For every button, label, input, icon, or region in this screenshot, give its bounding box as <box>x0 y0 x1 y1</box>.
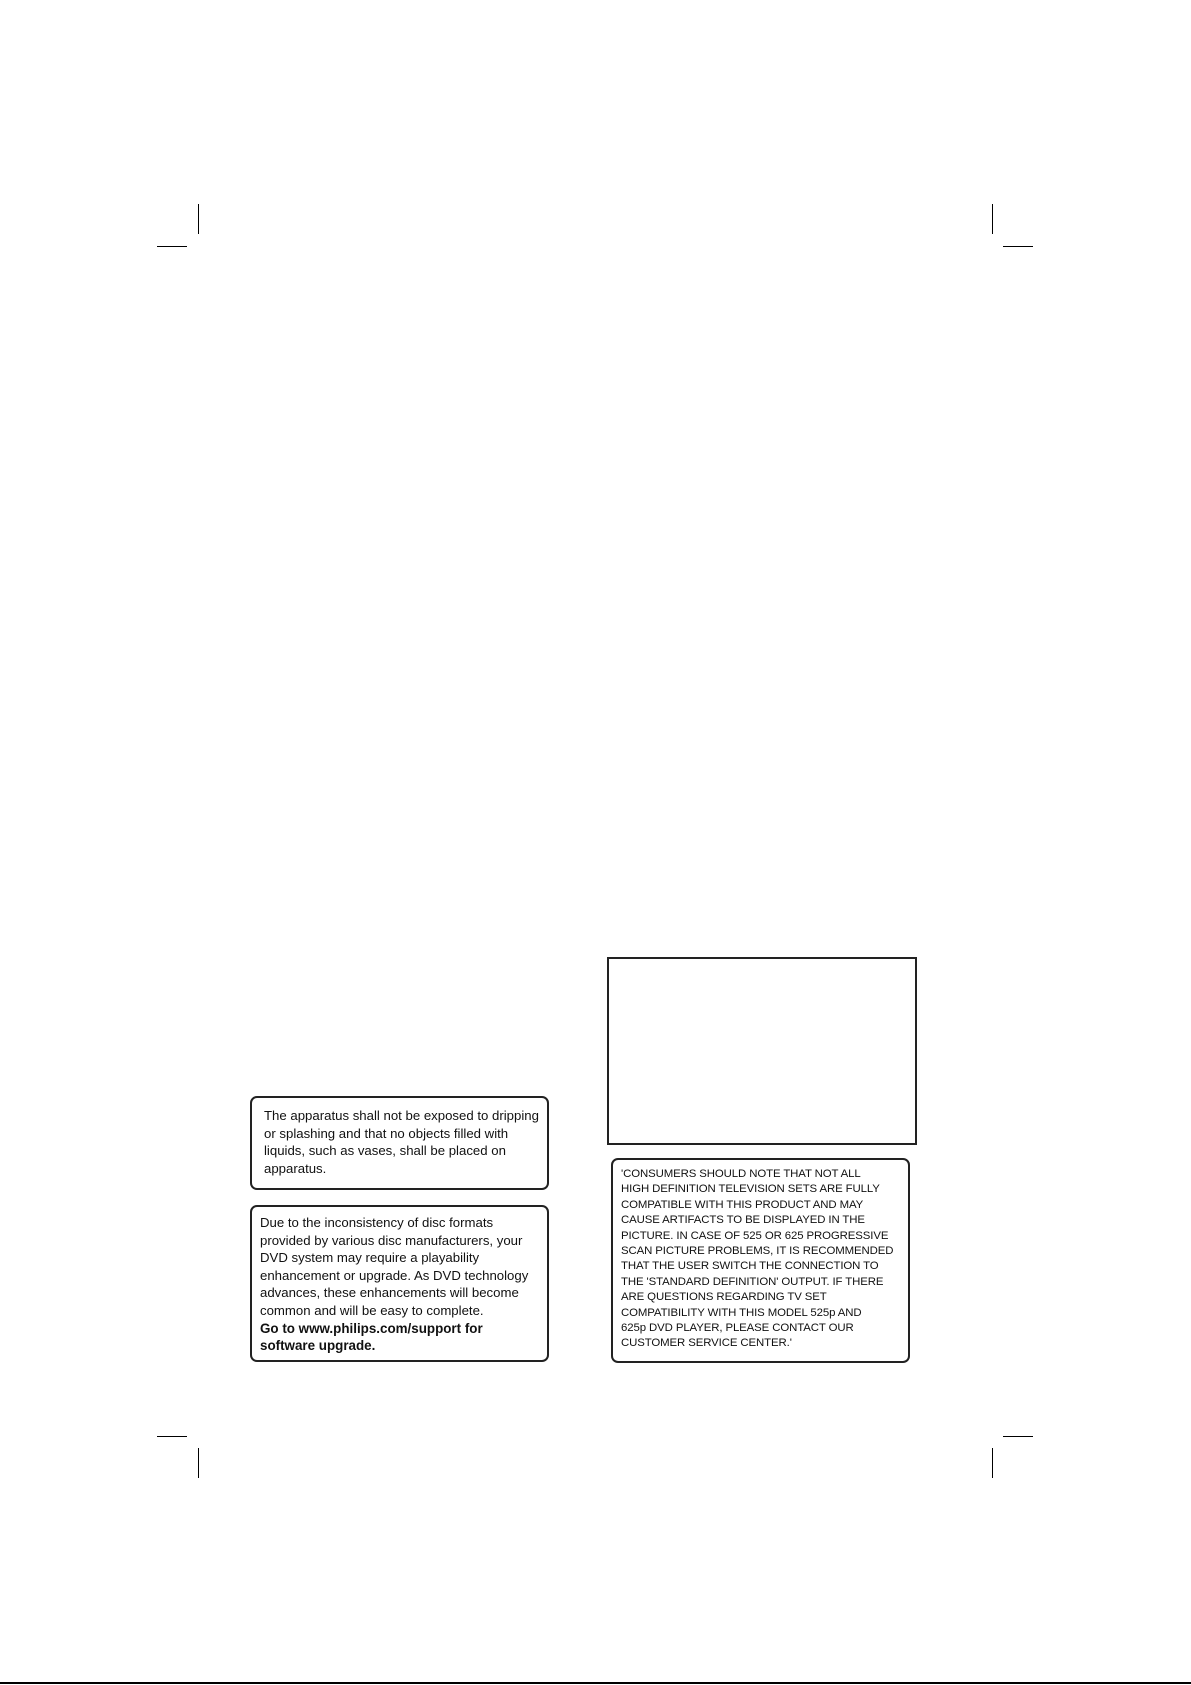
disc-format-notice-box <box>250 1205 549 1362</box>
empty-notice-frame <box>607 957 917 1145</box>
software-upgrade-link-text: Go to www.philips.com/support for software upgrade. <box>260 1320 483 1354</box>
dripping-warning-text: The apparatus shall not be exposed to dripping or splashing and that no objects filled with liquids, such as vases, shall be placed on apparatus. <box>264 1108 539 1176</box>
crop-mark-bottom-left-horizontal <box>157 1436 187 1437</box>
crop-mark-bottom-left-vertical <box>198 1448 199 1478</box>
hdtv-compatibility-notice-text: 'CONSUMERS SHOULD NOTE THAT NOT ALL HIGH DEFINITION TELEVISION SETS ARE FULLY COMPATIBLE WITH THIS PRODUCT AND MAY CAUSE ARTIFACTS TO BE DISPLAYED IN THE PICTURE. IN CASE OF 525 OR 625 PROGRESSIVE SCAN PICTURE PROBLEMS, IT IS RECOMMENDED THAT THE USER SWITCH THE CONNECTION TO THE 'STANDARD DEFINITION' OUTPUT. IF THERE ARE QUESTIONS REGARDING TV SET COMPATIBILITY WITH THIS MODEL 525p AND 625p DVD PLAYER, PLEASE CONTACT OUR CUSTOMER SERVICE CENTER.' <box>621 1168 894 1350</box>
hdtv-compatibility-notice-box <box>611 1158 910 1363</box>
crop-mark-top-right-horizontal <box>1003 246 1033 247</box>
crop-mark-bottom-right-horizontal <box>1003 1436 1033 1437</box>
crop-mark-top-right-vertical <box>992 204 993 234</box>
crop-mark-top-left-horizontal <box>157 246 187 247</box>
disc-format-notice-text: Due to the inconsistency of disc formats provided by various disc manufacturers, your DVD system may require a playability enhancement or upgrade. As DVD technology advances, these enhancements will become common and will be easy to complete. <box>260 1215 529 1318</box>
dripping-warning-box <box>250 1096 549 1190</box>
page-bottom-rule <box>0 1682 1191 1684</box>
crop-mark-top-left-vertical <box>198 204 199 234</box>
crop-mark-bottom-right-vertical <box>992 1448 993 1478</box>
